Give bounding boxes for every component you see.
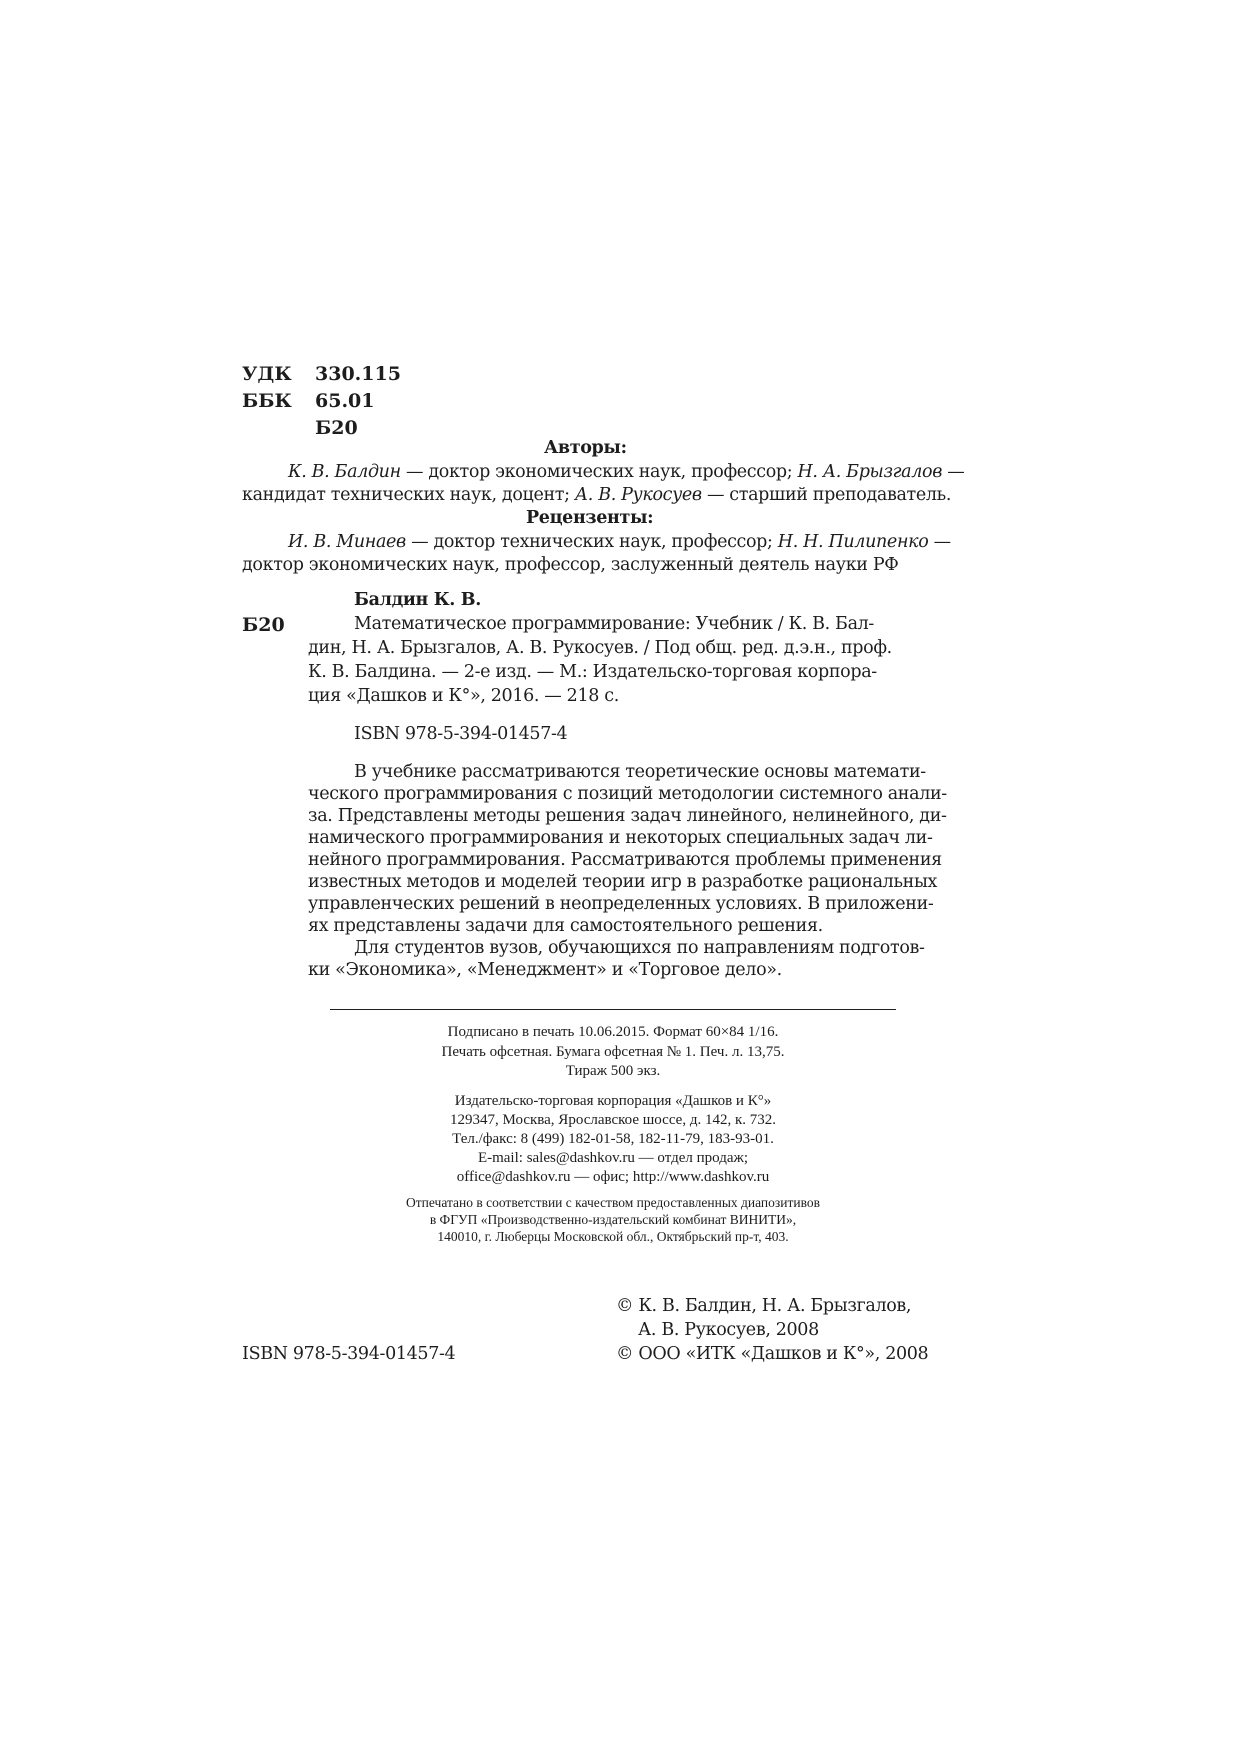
reviewer-desc-1: — доктор технических наук, профессор;	[405, 532, 778, 552]
publisher-line-1: Издательско-торговая корпорация «Дашков и К°»	[454, 1093, 772, 1109]
publisher-line-5: office@dashkov.ru — офис; http://www.dashkov.ru	[456, 1169, 770, 1185]
printer-line-1: Отпечатано в соответствии с качеством предоставленных диапозитивов	[406, 1195, 820, 1210]
authors-line-1	[288, 462, 964, 482]
publisher-line-3: Тел./факс: 8 (499) 182-01-58, 182-11-79, 183-93-01.	[452, 1131, 774, 1147]
author-desc-1: — доктор экономических наук, профессор;	[400, 462, 798, 482]
annotation-line-4: намического программирования и некоторых специальных задач ли-	[308, 828, 933, 848]
author-desc-3: кандидат технических наук, доцент;	[242, 485, 575, 505]
printer-line-2: в ФГУП «Производственно-издательский комбинат ВИНИТИ»,	[429, 1212, 797, 1227]
reviewer-name-2: Н. Н. Пилипенко	[777, 532, 929, 552]
reviewers-heading: Рецензенты:	[526, 508, 654, 528]
copyright-line-2: А. В. Рукосуев, 2008	[638, 1320, 819, 1340]
bib-side-mark: Б20	[242, 614, 285, 636]
annotation-line-8: ях представлены задачи для самостоятельного решения.	[308, 916, 823, 936]
imprint-divider	[330, 1009, 896, 1010]
annotation-line-10: ки «Экономика», «Менеджмент» и «Торговое дело».	[308, 960, 782, 980]
annotation-line-3: за. Представлены методы решения задач линейного, нелинейного, ди-	[308, 806, 947, 826]
bib-author-heading: Балдин К. В.	[354, 590, 481, 610]
reviewers-line-1	[288, 532, 951, 552]
author-desc-2: —	[942, 462, 965, 482]
bbk-label: ББК	[242, 390, 292, 412]
annotation-line-7: управленческих решений в неопределенных условиях. В приложени-	[308, 894, 934, 914]
reviewer-desc-2: —	[928, 532, 951, 552]
author-name-3: А. В. Рукосуев	[574, 485, 702, 505]
reviewers-line-2: доктор экономических наук, профессор, заслуженный деятель науки РФ	[242, 555, 899, 575]
udk-label: УДК	[242, 363, 292, 385]
print-line-3: Тираж 500 экз.	[565, 1063, 661, 1079]
publisher-line-4: E-mail: sales@dashkov.ru — отдел продаж;	[477, 1150, 749, 1166]
print-line-1: Подписано в печать 10.06.2015. Формат 60×84 1/16.	[447, 1024, 779, 1040]
bib-line-3: К. В. Балдина. — 2-е изд. — М.: Издательско-торговая корпора-	[308, 662, 877, 682]
annotation-line-6: известных методов и моделей теории игр в разработке рациональных	[308, 872, 938, 892]
author-desc-4: — старший преподаватель.	[701, 485, 952, 505]
annotation-line-5: нейного программирования. Рассматриваются проблемы применения	[308, 850, 942, 870]
copyright-line-3: © ООО «ИТК «Дашков и К°», 2008	[616, 1344, 929, 1364]
author-name-2: Н. А. Брызгалов	[797, 462, 943, 482]
annotation-line-9: Для студентов вузов, обучающихся по направлениям подготов-	[354, 938, 925, 958]
author-mark: Б20	[315, 417, 358, 439]
bib-isbn: ISBN 978-5-394-01457-4	[354, 724, 568, 744]
publisher-line-2: 129347, Москва, Ярославское шоссе, д. 142, к. 732.	[449, 1112, 777, 1128]
udk-value: 330.115	[315, 363, 401, 385]
annotation-line-2: ческого программирования с позиций методологии системного анали-	[308, 784, 947, 804]
reviewer-name-1: И. В. Минаев	[288, 532, 406, 552]
bib-line-1: Математическое программирование: Учебник / К. В. Бал-	[354, 614, 874, 634]
bbk-value: 65.01	[315, 390, 375, 412]
printer-line-3: 140010, г. Люберцы Московской обл., Октябрьский пр-т, 403.	[437, 1229, 789, 1244]
copyright-line-1: © К. В. Балдин, Н. А. Брызгалов,	[616, 1296, 912, 1316]
authors-heading: Авторы:	[544, 438, 627, 458]
author-name-1: К. В. Балдин	[288, 462, 401, 482]
bib-line-4: ция «Дашков и К°», 2016. — 218 с.	[308, 686, 619, 706]
print-line-2: Печать офсетная. Бумага офсетная № 1. Печ. л. 13,75.	[441, 1044, 785, 1060]
bib-line-2: дин, Н. А. Брызгалов, А. В. Рукосуев. / Под общ. ред. д.э.н., проф.	[308, 638, 892, 658]
authors-line-2	[242, 485, 951, 505]
annotation-line-1: В учебнике рассматриваются теоретические основы математи-	[354, 762, 926, 782]
footer-isbn: ISBN 978-5-394-01457-4	[242, 1344, 456, 1364]
